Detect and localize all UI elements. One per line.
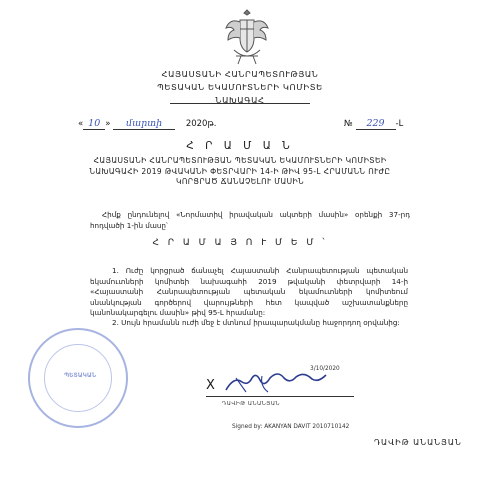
signature-date: 3/10/2020 (310, 366, 340, 372)
order-number-field (344, 118, 454, 130)
document-subtitle (0, 156, 480, 188)
issuer-line3: ՆԱԽԱԳԱՀ (215, 95, 265, 105)
signer-name: ԴԱՎԻԹ ԱՆԱՆՅԱՆ (374, 438, 462, 447)
issuer-line1: ՀԱՅԱՍՏԱՆԻ ՀԱՆՐԱՊԵՏՈՒԹՅԱՆ (161, 69, 319, 79)
signed-by-caption: Signed by: AKANYAN DAVIT 2010710142 (232, 424, 350, 430)
number-suffix: -Լ (395, 119, 404, 129)
signature-line (206, 396, 354, 397)
issuer-header (0, 68, 480, 107)
date-day: 10 (83, 118, 105, 130)
date-year: 2020թ. (185, 119, 217, 129)
number-prefix: № (344, 119, 353, 129)
date-month: մարտի (113, 118, 175, 130)
order-verb: Հ Ր Ա Մ Ա Յ Ո Ւ Մ Ե Մ ՝ (152, 238, 328, 248)
handwritten-signature (222, 372, 342, 398)
signer-name-small: ԴԱՎԻԹ ԱՆԱՆՅԱՆ (222, 401, 280, 407)
order-item-2: 2. Սույն հրամանն ուժի մեջ է մտնում իրապարակմանը հաջորդող օրվանից: (112, 318, 400, 327)
header-divider (170, 103, 310, 104)
order-number: 229 (356, 118, 396, 130)
document-title: Հ Ր Ա Մ Ա Ն (186, 140, 294, 152)
subtitle-line2: ՆԱԽԱԳԱՀԻ 2019 ԹՎԱԿԱՆԻ ՓԵՏՐՎԱՐԻ 14-Ի ԹԻՎ 95-Լ ՀՐԱՄԱՆՆ ՈՒԺԸ (89, 166, 391, 176)
order-item-1: 1. Ուժը կորցրած ճանաչել Հայաստանի Հանրապետության պետական եկամուտների կոմիտեի նախագահի 2019 թվականի փետրվարի 14-ի «Հայաստանի Հանրապետության պետական եկամուտների կոմիտեում սնանկության գործերով վարույթների հետ կապված աշխատանքները կանոնակարգելու մասին» թիվ 95-Լ հրամանը: (90, 266, 408, 317)
preamble-text: Հիմք ընդունելով «Նորմատիվ իրավական ակտերի մասին» օրենքի 37-րդ հոդվածի 1-ին մասը՝ (90, 210, 410, 230)
subtitle-line3: ԿՈՐՑՐԱԾ ՃԱՆԱՉԵԼՈՒ ՄԱՍԻՆ (175, 177, 305, 186)
date-field: « 10 » մարտի 2020թ. (78, 118, 217, 129)
issuer-line2: ՊԵՏԱԿԱՆ ԵԿԱՄՈՒՏՆԵՐԻ ԿՈՄԻՏԵ (157, 82, 323, 92)
official-stamp (28, 328, 128, 428)
stamp-text: ՊԵՏԱԿԱՆ (63, 372, 97, 379)
signature-x-mark: X (206, 378, 215, 393)
coat-of-arms-icon (222, 6, 272, 68)
subtitle-line1: ՀԱՅԱՍՏԱՆԻ ՀԱՆՐԱՊԵՏՈՒԹՅԱՆ ՊԵՏԱԿԱՆ ԵԿԱՄՈՒՏՆԵՐԻ ԿՈՄԻՏԵԻ (93, 156, 387, 165)
